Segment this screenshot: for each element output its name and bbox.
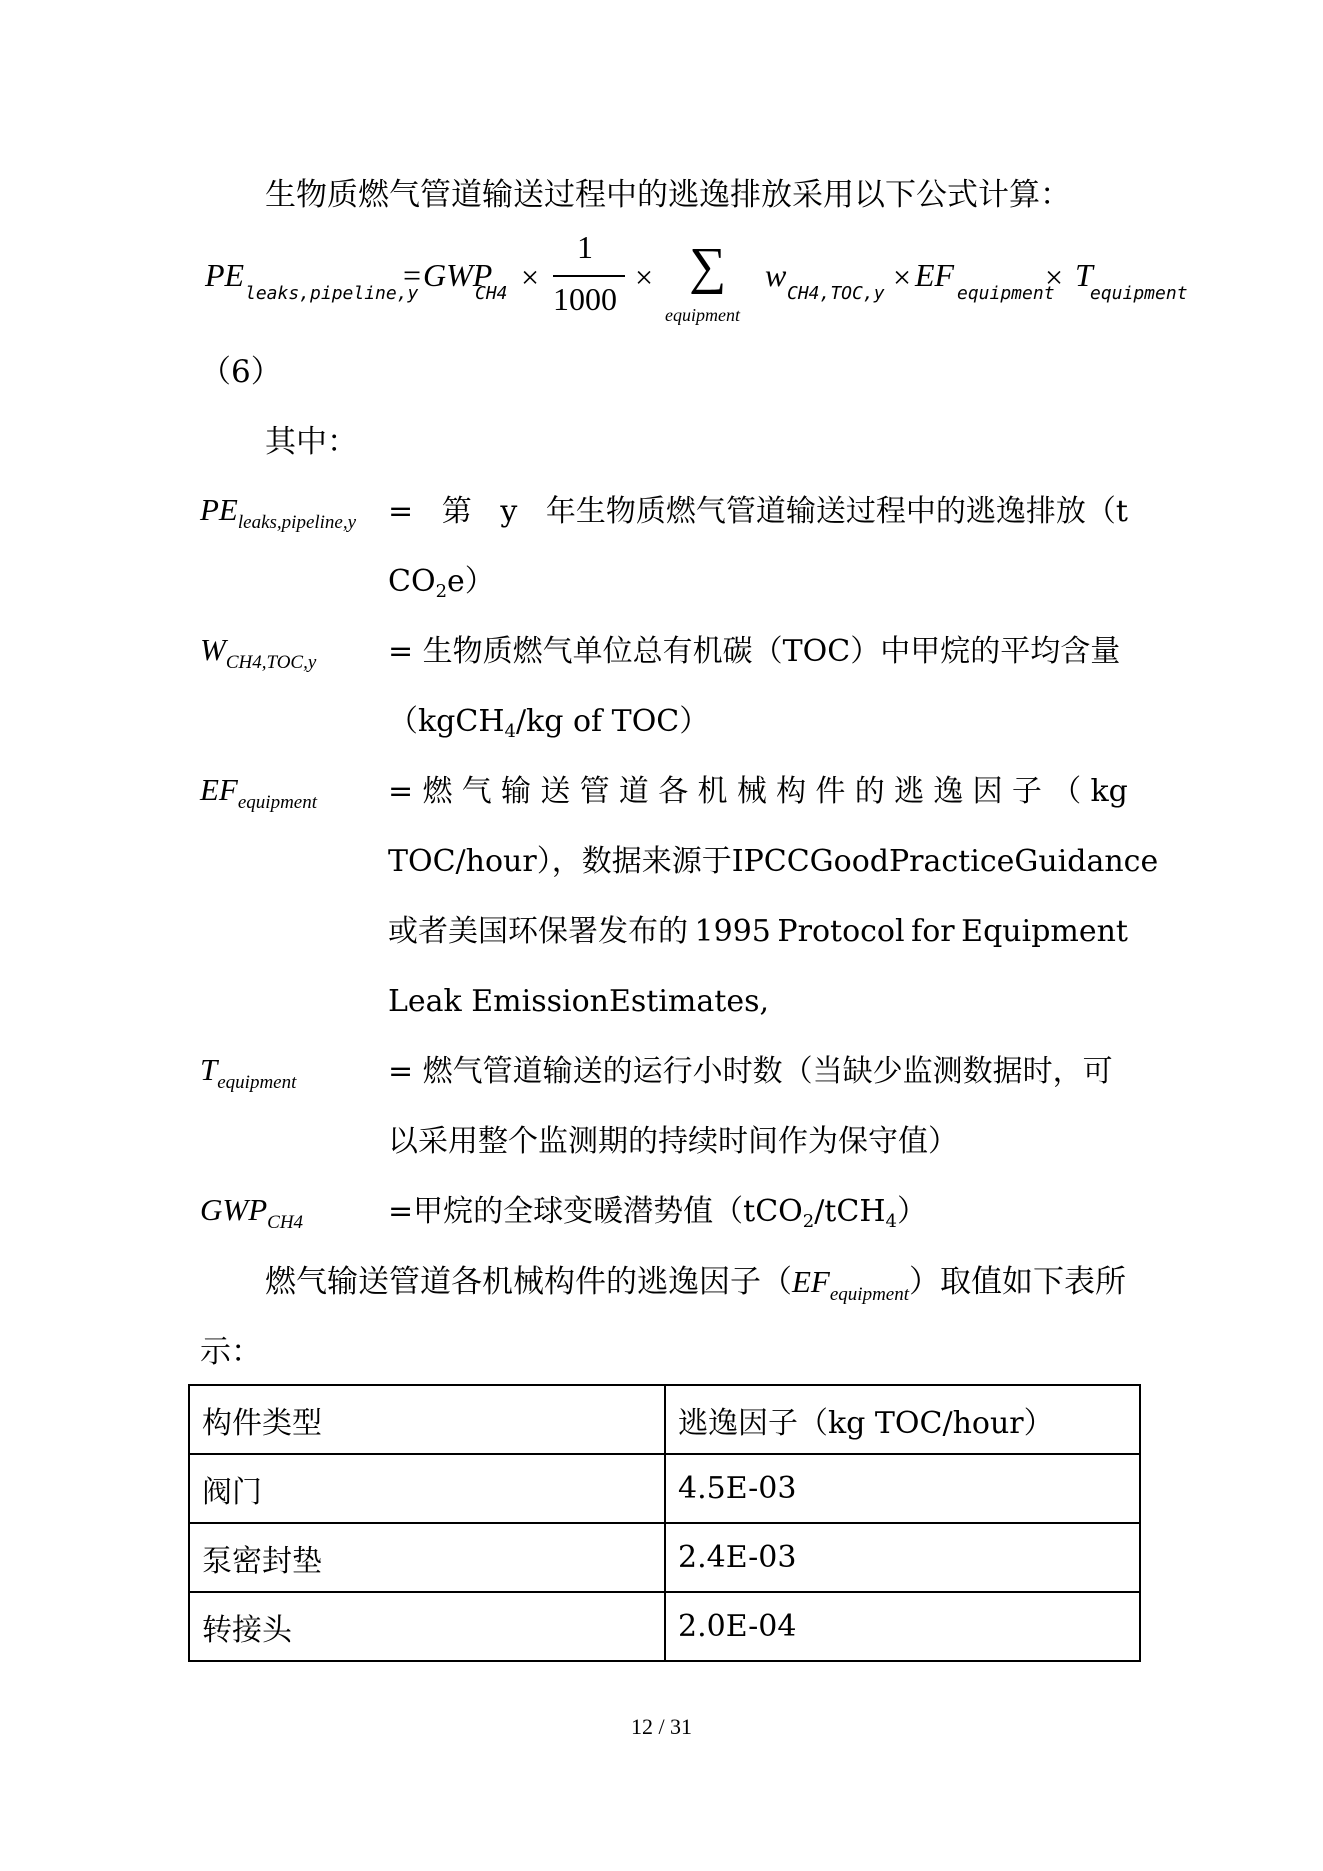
formula-frac-numerator: 1 <box>577 229 593 265</box>
formula-w: w <box>765 257 787 293</box>
table-row <box>189 1592 1140 1661</box>
def-gwp-line-1: =甲烷的全球变暖潜势值（tCO$_2$/tCH$_4$） <box>388 1194 927 1232</box>
formula-sum-sub: equipment <box>665 305 740 325</box>
def-pe-line-2: $CO_2e$） <box>388 564 495 602</box>
table-cell-factor: 2.4E-03 <box>665 1523 1140 1592</box>
formula-number: （6） <box>200 354 282 390</box>
def-ef-line-4: Leak EmissionEstimates, <box>388 984 770 1019</box>
page-number: 12 / 31 <box>630 1714 693 1739</box>
def-symbol-ef: $EF_{equipment}$ <box>200 772 318 813</box>
formula-gwp-sub: CH4 <box>475 283 508 304</box>
def-symbol-t: $T_{equipment}$ <box>200 1052 297 1093</box>
formula-lhs-sub: leaks,pipeline,y <box>245 283 419 304</box>
formula-times-3: × <box>893 259 912 295</box>
formula-frac-denominator: 1000 <box>553 281 617 317</box>
table-cell-component: 泵密封垫 <box>189 1523 665 1592</box>
formula-t: T <box>1075 257 1093 293</box>
formula-times-4: × <box>1045 259 1064 295</box>
formula-ef-sub: equipment <box>957 283 1055 304</box>
def-t-line-2: 以采用整个监测期的持续时间作为保守值） <box>388 1124 958 1159</box>
table-row <box>189 1523 1140 1592</box>
table-cell-factor: 2.0E-04 <box>665 1592 1140 1661</box>
formula-lhs: PE <box>205 257 245 293</box>
def-ef-line-3: 或者美国环保署发布的 1995 Protocol for Equipment <box>388 914 1128 949</box>
where-label: 其中： <box>265 424 358 460</box>
table-intro-line-1: 燃气输送管道各机械构件的逃逸因子$(EF_{equipment})$取值如下表所 <box>265 1264 1127 1305</box>
def-ef-line-1: = 燃 气 输 送 管 道 各 机 械 构 件 的 逃 逸 因 子 （ kg <box>388 774 1128 809</box>
table-row <box>189 1454 1140 1523</box>
formula-times-1: × <box>521 259 540 295</box>
formula-fraction-bar <box>553 275 625 277</box>
def-t-line-1: = 燃气管道输送的运行小时数（当缺少监测数据时，可 <box>388 1054 1113 1089</box>
intro-paragraph: 生物质燃气管道输送过程中的逃逸排放采用以下公式计算： <box>265 177 1071 213</box>
def-w-line-2: （kgCH$_4$/kg of TOC） <box>388 704 710 742</box>
def-ef-line-2: TOC/hour），数据来源于 IPCC Good Practice Guidance <box>388 844 1159 879</box>
table-header-cell: 逃逸因子（kg TOC/hour） <box>665 1385 1140 1454</box>
fugitive-factor-table <box>188 1384 1141 1662</box>
table-cell-component: 阀门 <box>189 1454 665 1523</box>
table-cell-factor: 4.5E-03 <box>665 1454 1140 1523</box>
table-cell-component: 转接头 <box>189 1592 665 1661</box>
table-header-cell: 构件类型 <box>189 1385 665 1454</box>
table-intro-line-2: 示： <box>200 1334 262 1370</box>
formula-times-2: × <box>635 259 654 295</box>
formula-equals: = <box>403 257 422 293</box>
formula-gwp: GWP <box>423 257 493 293</box>
def-pe-line-1: = 第 y 年生物质燃气管道输送过程中的逃逸排放（t <box>388 494 1128 529</box>
def-symbol-gwp: $GWP_{CH4}$ <box>200 1192 304 1233</box>
formula-t-sub: equipment <box>1090 283 1188 304</box>
def-w-line-1: = 生物质燃气单位总有机碳（TOC）中甲烷的平均含量 <box>388 634 1121 669</box>
def-symbol-w: $W_{CH4,TOC,y}$ <box>200 632 317 673</box>
table-header-row <box>189 1385 1140 1454</box>
formula-ef: EF <box>915 257 955 293</box>
formula-sum: ∑ <box>689 238 727 295</box>
formula-w-sub: CH4,TOC,y <box>787 283 885 304</box>
def-symbol-pe: $PE_{leaks,pipeline,y}$ <box>200 492 357 533</box>
formula-6 <box>205 229 1188 335</box>
